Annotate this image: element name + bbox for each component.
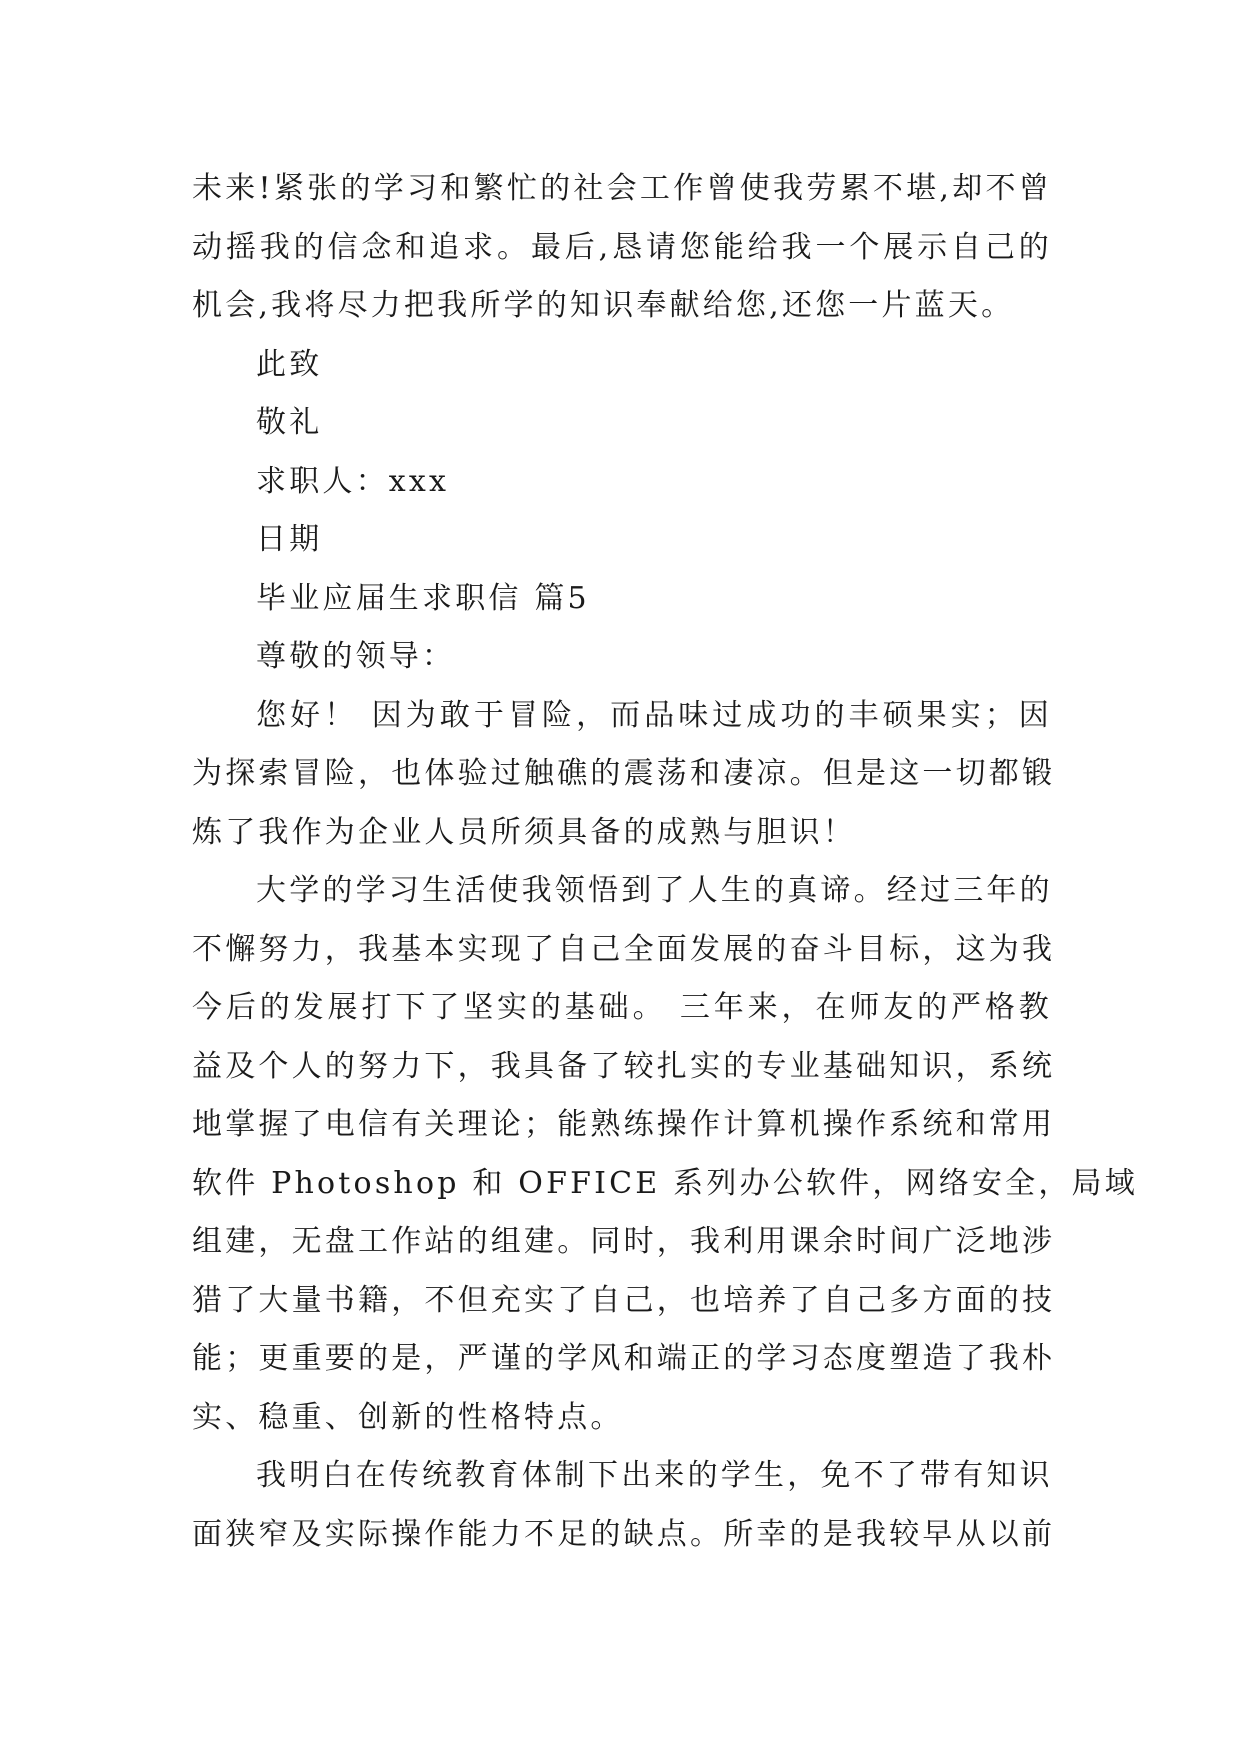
text-line: 大学的学习生活使我领悟到了人生的真谛。经过三年的 xyxy=(256,873,1053,908)
text-line: 机会,我将尽力把我所学的知识奉献给您,还您一片蓝天。 xyxy=(192,288,1015,323)
text-line: 动摇我的信念和追求。最后,恳请您能给我一个展示自己的 xyxy=(192,229,1052,265)
text-line: 能；更重要的是，严谨的学风和端正的学习态度塑造了我朴 xyxy=(192,1341,1056,1376)
text-line: 不懈努力，我基本实现了自己全面发展的奋斗目标，这为我 xyxy=(192,931,1056,967)
text-line: 未来!紧张的学习和繁忙的社会工作曾使我劳累不堪,却不曾 xyxy=(192,171,1052,206)
document-page xyxy=(192,160,1138,1564)
closing-regards: 敬礼 xyxy=(256,405,323,440)
text-line: 您好！ 因为敢于冒险，而品味过成功的丰硕果实；因 xyxy=(256,697,1052,733)
text-line: 面狭窄及实际操作能力不足的缺点。所幸的是我较早从以前 xyxy=(192,1516,1056,1552)
closing-salutation: 此致 xyxy=(256,346,323,382)
text-line: 实、稳重、创新的性格特点。 xyxy=(192,1399,624,1435)
applicant-signature: 求职人：xxx xyxy=(256,463,450,499)
text-line: 组建，无盘工作站的组建。同时，我利用课余时间广泛地涉 xyxy=(192,1224,1056,1259)
section-title: 毕业应届生求职信 篇5 xyxy=(256,580,590,616)
text-line: 益及个人的努力下，我具备了较扎实的专业基础知识，系统 xyxy=(192,1048,1056,1084)
text-line: 炼了我作为企业人员所须具备的成熟与胆识！ xyxy=(192,814,856,850)
greeting-line: 尊敬的领导： xyxy=(256,639,456,674)
text-line: 我明白在传统教育体制下出来的学生，免不了带有知识 xyxy=(256,1458,1053,1493)
text-line: 猎了大量书籍，不但充实了自己，也培养了自己多方面的技 xyxy=(192,1282,1056,1318)
text-line: 地掌握了电信有关理论；能熟练操作计算机操作系统和常用 xyxy=(192,1107,1056,1142)
date-line: 日期 xyxy=(256,522,323,557)
text-line: 为探索冒险，也体验过触礁的震荡和凄凉。但是这一切都锻 xyxy=(192,756,1056,791)
text-line: 今后的发展打下了坚实的基础。 三年来，在师友的严格教 xyxy=(192,990,1052,1025)
text-line: 软件 Photoshop 和 OFFICE 系列办公软件，网络安全，局域 xyxy=(192,1165,1138,1201)
